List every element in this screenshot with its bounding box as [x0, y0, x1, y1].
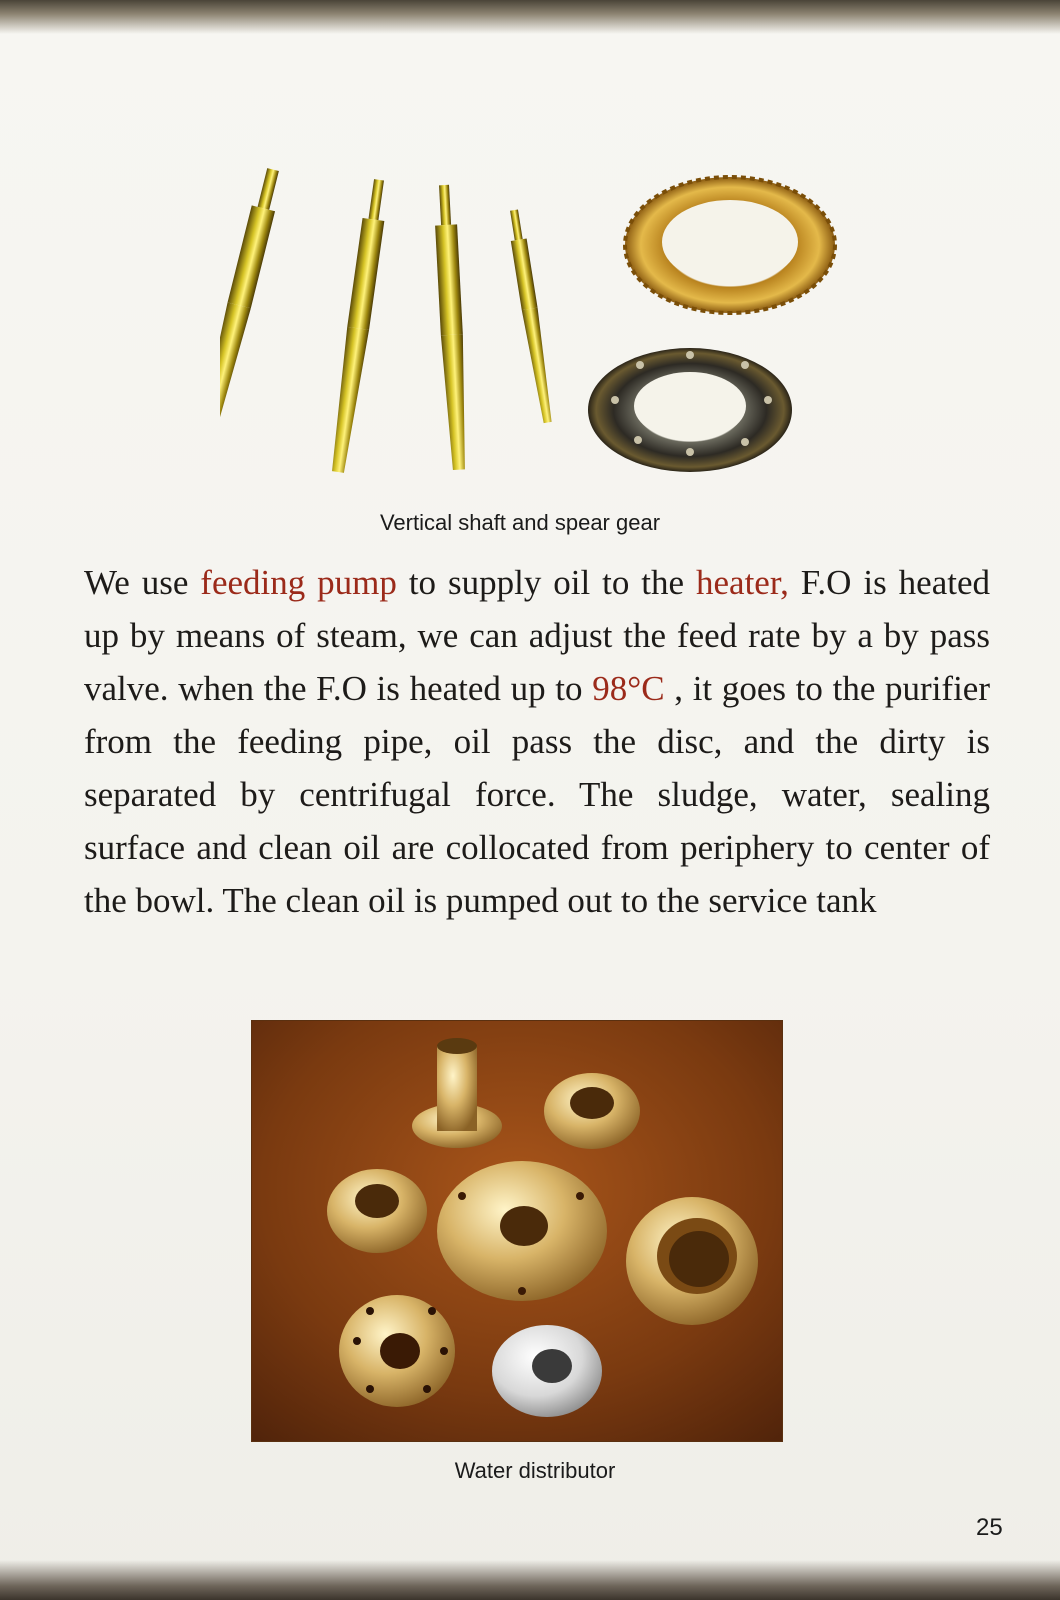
silver-ring-part	[492, 1325, 602, 1417]
ring-part-top	[544, 1073, 640, 1149]
shaft-4	[506, 209, 555, 424]
text-segment: We use	[84, 563, 201, 602]
ring-part-left	[327, 1169, 427, 1253]
bearing-ring	[588, 348, 792, 472]
spear-gear	[625, 177, 835, 313]
shaft-3	[433, 184, 470, 470]
page-number: 25	[976, 1514, 1003, 1541]
flange-part	[339, 1295, 455, 1407]
vertical-shaft-spear-gear-photo	[220, 160, 860, 520]
ring-part-right	[626, 1197, 758, 1325]
shaft-2	[327, 178, 390, 473]
figure-caption-top: Vertical shaft and spear gear	[379, 510, 661, 535]
text-segment: F.O is heated up by means of steam, we can adjust the feed rate by a by pass valve. when the F.O is heated up to	[84, 563, 990, 708]
water-distributor-photo	[251, 1020, 783, 1442]
highlight-heater: heater,	[696, 563, 789, 602]
center-disc-part	[437, 1161, 607, 1301]
shaft-1	[220, 167, 285, 497]
page-top-shadow	[0, 0, 1060, 34]
text-segment: to supply oil to the	[396, 563, 696, 602]
body-paragraph	[84, 556, 990, 927]
text-segment: , it goes to the purifier from the feeding pipe, oil pass the disc, and the dirty is separated by centrifugal force. The sludge, water, sealing surface and clean oil are collocated from periphery to center of the bowl. The clean oil is pumped out to the service tank	[84, 669, 990, 920]
page-bottom-shadow	[0, 1560, 1060, 1600]
highlight-feeding-pump: feeding pump	[200, 563, 397, 602]
figure-caption-bottom: Water distributor	[454, 1458, 616, 1483]
highlight-temperature: 98°C	[592, 669, 665, 708]
